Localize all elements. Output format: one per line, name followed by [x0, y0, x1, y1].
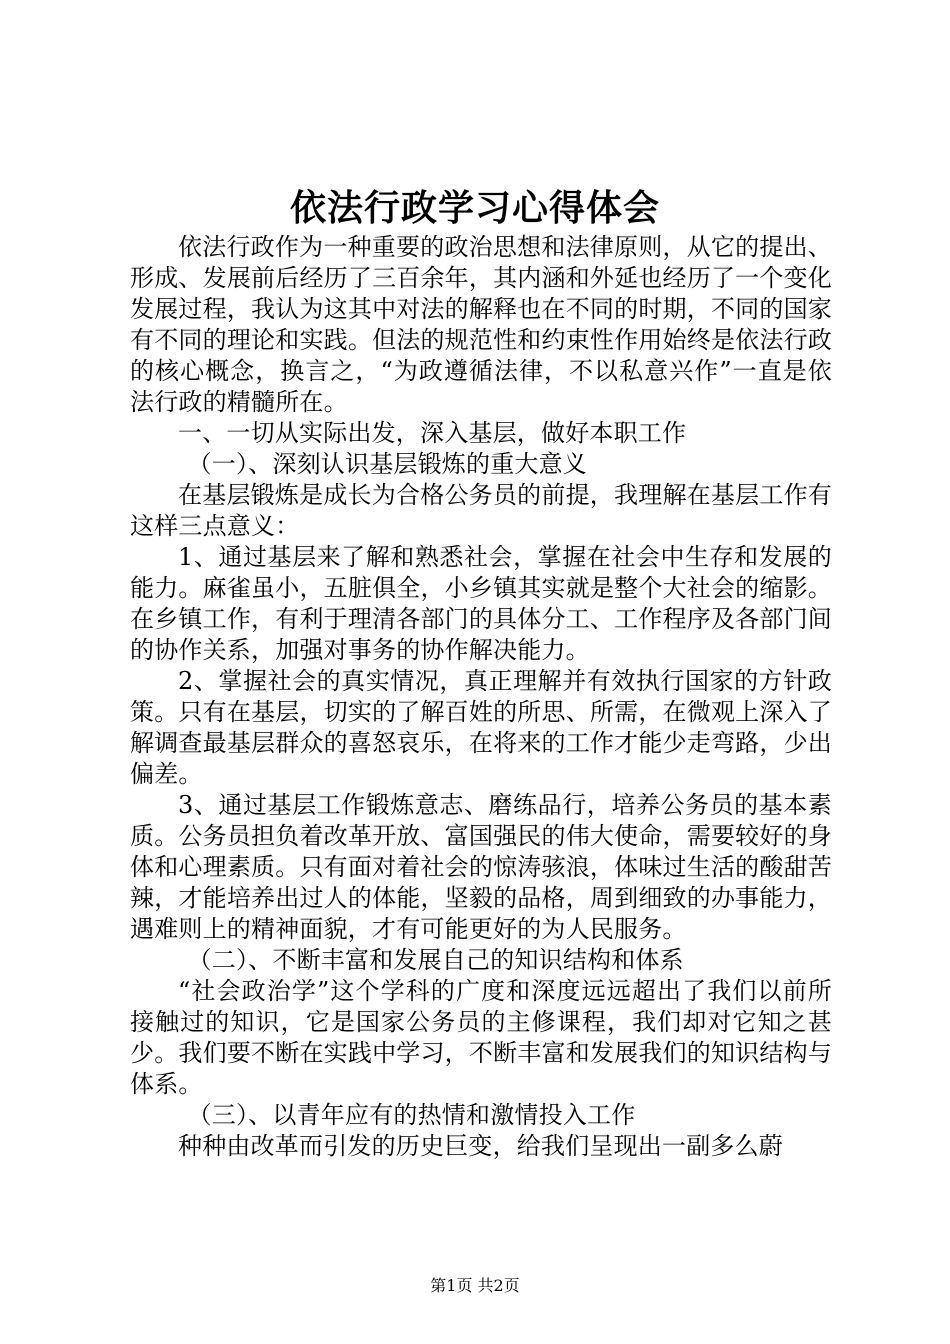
page-number: 第1页 共2页 — [430, 1276, 520, 1295]
list-item-3: 3、通过基层工作锻炼意志、磨练品行，培养公务员的基本素质。公务员担负着改革开放、富国强民的伟大使命，需要较好的身体和心理素质。只有面对着社会的惊涛骇浪，体味过生活的酸甜苦辣，才能培养出过人的体能，坚毅的品格，周到细致的办事能力，遇难则上的精神面貌，才有可能更好的为人民服务。 — [130, 791, 832, 943]
document-title: 依法行政学习心得体会 — [289, 187, 660, 229]
list-item-2: 2、掌握社会的真实情况，真正理解并有效执行国家的方针政策。只有在基层，切实的了解百姓的所思、所需，在微观上深入了解调查最基层群众的喜怒哀乐，在将来的工作才能少走弯路，少出偏差。 — [130, 667, 832, 788]
subsection-heading-3: （三）、以青年应有的热情和激情投入工作 — [187, 1101, 636, 1129]
subsection-heading-2: （二）、不断丰富和发展自己的知识结构和体系 — [187, 946, 684, 974]
section-heading-1: 一、一切从实际出发，深入基层，做好本职工作 — [178, 419, 687, 447]
paragraph: 在基层锻炼是成长为合格公务员的前提，我理解在基层工作有这样三点意义： — [130, 481, 832, 540]
paragraph: “社会政治学”这个学科的广度和深度远远超出了我们以前所接触过的知识，它是国家公务员的主修课程，我们却对它知之甚少。我们要不断在实践中学习，不断丰富和发展我们的知识结构与体系。 — [130, 977, 832, 1098]
document-body — [130, 232, 832, 1162]
paragraph: 种种由改革而引发的历史巨变，给我们呈现出一副多么蔚 — [178, 1132, 783, 1160]
subsection-heading-1: （一）、深刻认识基层锻炼的重大意义 — [187, 450, 587, 478]
list-item-1: 1、通过基层来了解和熟悉社会，掌握在社会中生存和发展的能力。麻雀虽小，五脏俱全，小乡镇其实就是整个大社会的缩影。在乡镇工作，有利于理清各部门的具体分工、工作程序及各部门间的协作关系，加强对事务的协作解决能力。 — [130, 543, 832, 664]
paragraph-intro: 依法行政作为一种重要的政治思想和法律原则，从它的提出、形成、发展前后经历了三百余年，其内涵和外延也经历了一个变化发展过程，我认为这其中对法的解释也在不同的时期，不同的国家有不同的理论和实践。但法的规范性和约束性作用始终是依法行政的核心概念，换言之，“为政遵循法律，不以私意兴作”一直是依法行政的精髓所在。 — [130, 233, 832, 416]
